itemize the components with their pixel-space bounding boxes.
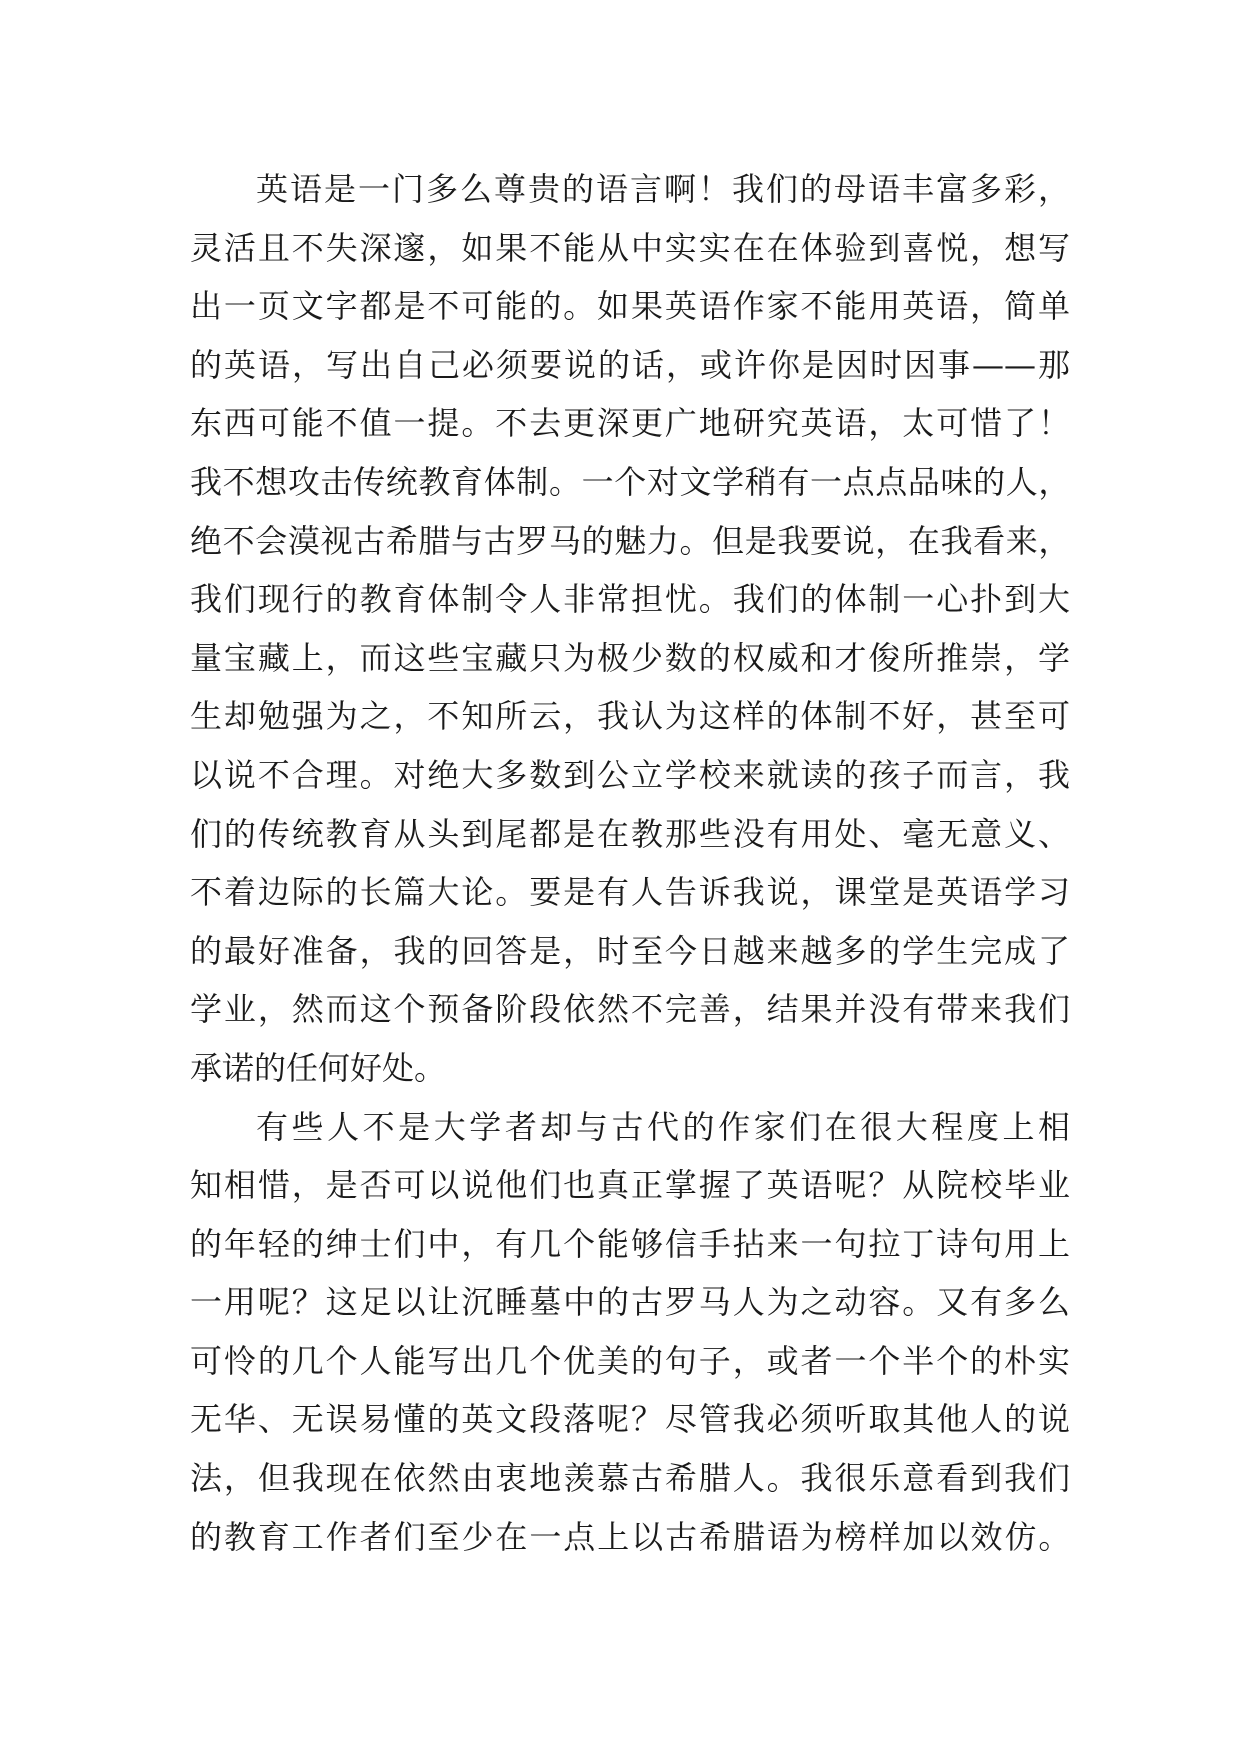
text-line: 出一页文字都是不可能的。如果英语作家不能用英语，简单	[190, 287, 1070, 326]
paragraph-1	[190, 160, 1070, 1098]
text-line: 承诺的任何好处。	[190, 1048, 447, 1087]
text-line: 无华、无误易懂的英文段落呢？尽管我必须听取其他人的说	[190, 1400, 1070, 1439]
text-line: 不着边际的长篇大论。要是有人告诉我说，课堂是英语学习	[190, 873, 1070, 912]
text-line: 可怜的几个人能写出几个优美的句子，或者一个半个的朴实	[190, 1341, 1070, 1380]
text-line: 以说不合理。对绝大多数到公立学校来就读的孩子而言，我	[190, 755, 1070, 794]
text-line: 东西可能不值一提。不去更深更广地研究英语，太可惜了！	[190, 404, 1070, 443]
text-line: 英语是一门多么尊贵的语言啊！我们的母语丰富多彩，	[256, 170, 1070, 208]
text-line: 绝不会漠视古希腊与古罗马的魅力。但是我要说，在我看来，	[190, 521, 1070, 560]
text-line: 学业，然而这个预备阶段依然不完善，结果并没有带来我们	[190, 990, 1070, 1029]
text-line: 知相惜，是否可以说他们也真正掌握了英语呢？从院校毕业	[190, 1166, 1070, 1205]
text-line: 的英语，写出自己必须要说的话，或许你是因时因事——那	[190, 345, 1070, 384]
body-text	[190, 160, 1070, 1566]
text-line: 一用呢？这足以让沉睡墓中的古罗马人为之动容。又有多么	[190, 1283, 1070, 1322]
text-line: 灵活且不失深邃，如果不能从中实实在在体验到喜悦，想写	[190, 228, 1070, 267]
text-line: 们的传统教育从头到尾都是在教那些没有用处、毫无意义、	[190, 814, 1070, 853]
text-line: 有些人不是大学者却与古代的作家们在很大程度上相	[256, 1107, 1070, 1146]
text-line: 法，但我现在依然由衷地羡慕古希腊人。我很乐意看到我们	[190, 1459, 1070, 1498]
text-line: 的教育工作者们至少在一点上以古希腊语为榜样加以效仿。	[190, 1517, 1070, 1556]
paragraph-2	[190, 1098, 1070, 1567]
text-line: 生却勉强为之，不知所云，我认为这样的体制不好，甚至可	[190, 697, 1070, 736]
text-line: 的年轻的绅士们中，有几个能够信手拈来一句拉丁诗句用上	[190, 1224, 1070, 1263]
text-line: 我不想攻击传统教育体制。一个对文学稍有一点点品味的人，	[190, 462, 1070, 501]
text-line: 的最好准备，我的回答是，时至今日越来越多的学生完成了	[190, 931, 1070, 970]
text-line: 量宝藏上，而这些宝藏只为极少数的权威和才俊所推崇，学	[190, 638, 1070, 677]
text-line: 我们现行的教育体制令人非常担忧。我们的体制一心扑到大	[190, 580, 1070, 619]
